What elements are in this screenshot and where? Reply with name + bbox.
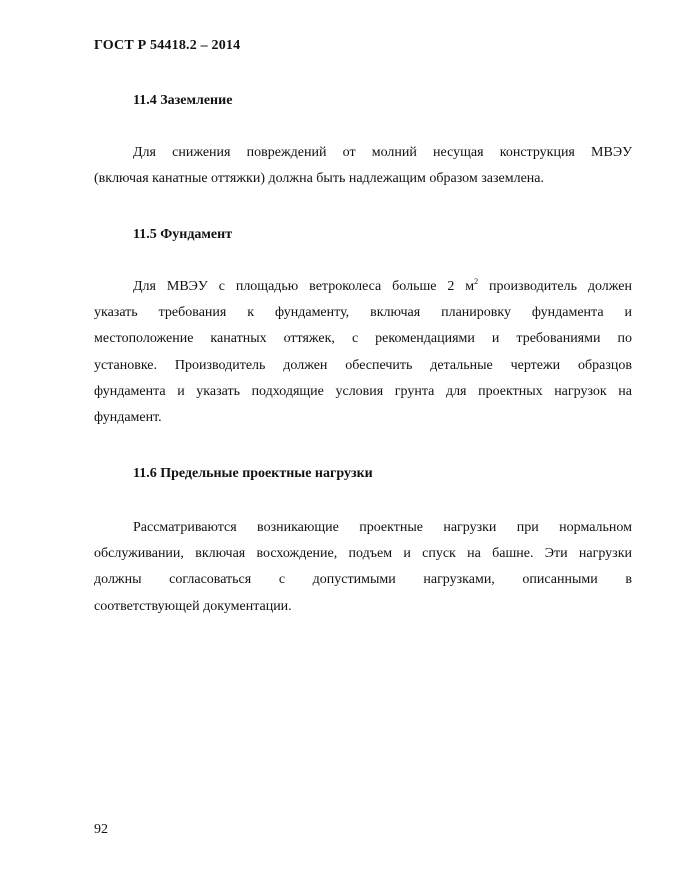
page-number: 92 xyxy=(94,822,108,837)
superscript: 2 xyxy=(474,277,479,286)
paragraph-line: установке. Производитель должен обеспечить детальные чертежи образцов xyxy=(94,357,632,373)
paragraph-line: должны согласоваться с допустимыми нагрузками, описанными в xyxy=(94,572,632,588)
paragraph-line: обслуживании, включая восхождение, подъем и спуск на башне. Эти нагрузки xyxy=(94,546,632,562)
paragraph-design-loads xyxy=(94,515,632,620)
text-fragment: Для МВЭУ с площадью ветроколеса больше 2 м xyxy=(133,279,475,294)
paragraph-line: фундамента и указать подходящие условия грунта для проектных нагрузок на xyxy=(94,383,632,399)
document-header: ГОСТ Р 54418.2 – 2014 xyxy=(94,38,241,53)
text-fragment: производитель должен xyxy=(478,279,632,294)
section-title-design-loads: 11.6 Предельные проектные нагрузки xyxy=(133,466,373,481)
paragraph-line: местоположение канатных оттяжек, с рекомендациями и требованиями по xyxy=(94,331,632,347)
section-title-foundation: 11.5 Фундамент xyxy=(133,227,233,242)
paragraph-line: указать требования к фундаменту, включая планировку фундамента и xyxy=(94,305,632,321)
paragraph-line: Для снижения повреждений от молний несущая конструкция МВЭУ xyxy=(133,145,632,160)
paragraph-foundation xyxy=(94,274,632,431)
paragraph-grounding xyxy=(94,140,632,192)
paragraph-line: соответствующей документации. xyxy=(94,598,292,614)
paragraph-line: Рассматриваются возникающие проектные нагрузки при нормальном xyxy=(133,520,632,535)
paragraph-line: (включая канатные оттяжки) должна быть надлежащим образом заземлена. xyxy=(94,171,545,187)
paragraph-line xyxy=(94,274,632,300)
section-title-grounding: 11.4 Заземление xyxy=(133,93,233,108)
paragraph-line: фундамент. xyxy=(94,409,162,425)
